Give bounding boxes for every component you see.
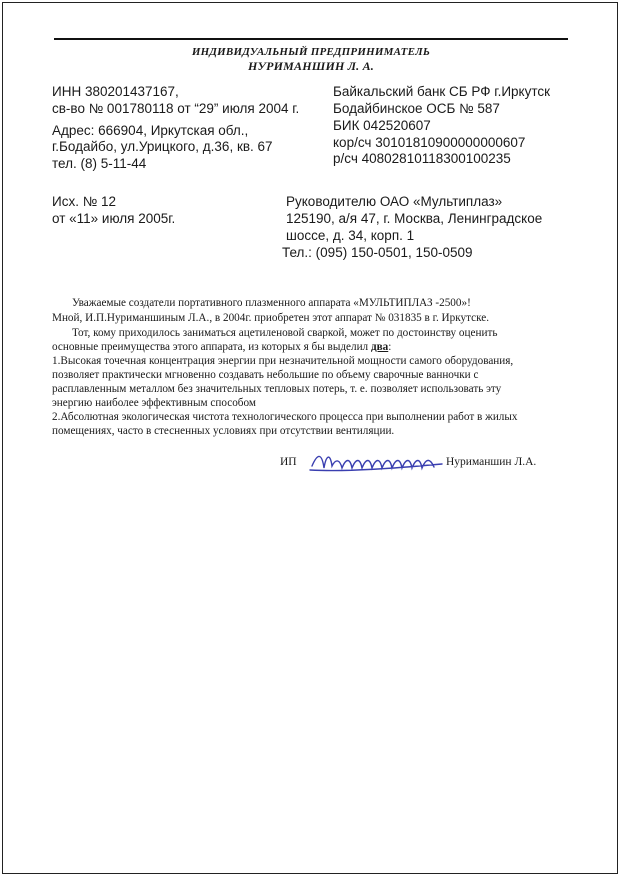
body-line-10: помещениях, часто в стесненных условиях при отсутствии вентиляции. [52, 425, 395, 437]
body-line-4-colon: : [388, 341, 392, 353]
header-title: ИНДИВИДУАЛЬНЫЙ ПРЕДПРИНИМАТЕЛЬ [191, 46, 431, 58]
recipient-address-1: 125190, а/я 47, г. Москва, Ленинградское [286, 211, 543, 226]
handwritten-signature [308, 446, 448, 476]
body-line-4-text: основные преимущества этого аппарата, из которых я бы выделил [52, 341, 371, 353]
sender-certificate: св-во № 001780118 от “29” июля 2004 г. [52, 101, 300, 116]
recipient-phone: Тел.: (095) 150-0501, 150-0509 [282, 245, 473, 260]
bank-corr-account: кор/сч 30101810900000000607 [333, 135, 526, 150]
body-line-7: расплавленным металлом без значительных тепловых потерь, т. е. позволяет использовать эту [52, 383, 502, 395]
sender-inn: ИНН 380201437167, [52, 84, 179, 99]
sender-address-1: Адрес: 666904, Иркутская обл., [52, 123, 249, 138]
bank-name: Байкальский банк СБ РФ г.Иркутск [333, 84, 551, 99]
bank-bik: БИК 042520607 [333, 118, 431, 133]
bank-branch: Бодайбинское ОСБ № 587 [333, 101, 500, 116]
body-line-9: 2.Абсолютная экологическая чистота технологического процесса при выполнении работ в жилых [52, 411, 518, 423]
signature-prefix: ИП [280, 456, 297, 468]
body-line-4-emphasis: два [370, 341, 389, 353]
body-greeting: Уважаемые создатели портативного плазменного аппарата «МУЛЬТИПЛАЗ -2500»! [72, 297, 471, 309]
recipient-title: Руководителю ОАО «Мультиплаз» [286, 194, 503, 209]
recipient-address-2: шоссе, д. 34, корп. 1 [286, 228, 415, 243]
body-line-2: Мной, И.П.Нуриманшиным Л.А., в 2004г. приобретен этот аппарат № 031835 в г. Иркутске. [52, 312, 490, 324]
signature-name: Нуриманшин Л.А. [446, 456, 537, 468]
sender-address-2: г.Бодайбо, ул.Урицкого, д.36, кв. 67 [52, 139, 273, 154]
header-divider [54, 38, 568, 40]
sender-phone: тел. (8) 5-11-44 [52, 156, 147, 171]
header-name: НУРИМАНШИН Л. А. [248, 59, 374, 73]
body-line-6: позволяет практически мгновенно создавать небольшие по объему сварочные ванночки с [52, 369, 479, 381]
body-line-5: 1.Высокая точечная концентрация энергии при незначительной мощности самого оборудования, [52, 355, 514, 367]
outgoing-number: Исх. № 12 [52, 194, 116, 209]
body-line-3: Тот, кому приходилось заниматься ацетиленовой сваркой, может по достоинству оценить [72, 327, 498, 339]
body-line-8: энергию наиболее эффективным способом [52, 397, 256, 409]
body-line-4 [52, 341, 391, 353]
bank-account: р/сч 40802810118300100235 [333, 151, 511, 166]
outgoing-date: от «11» июля 2005г. [52, 211, 176, 226]
